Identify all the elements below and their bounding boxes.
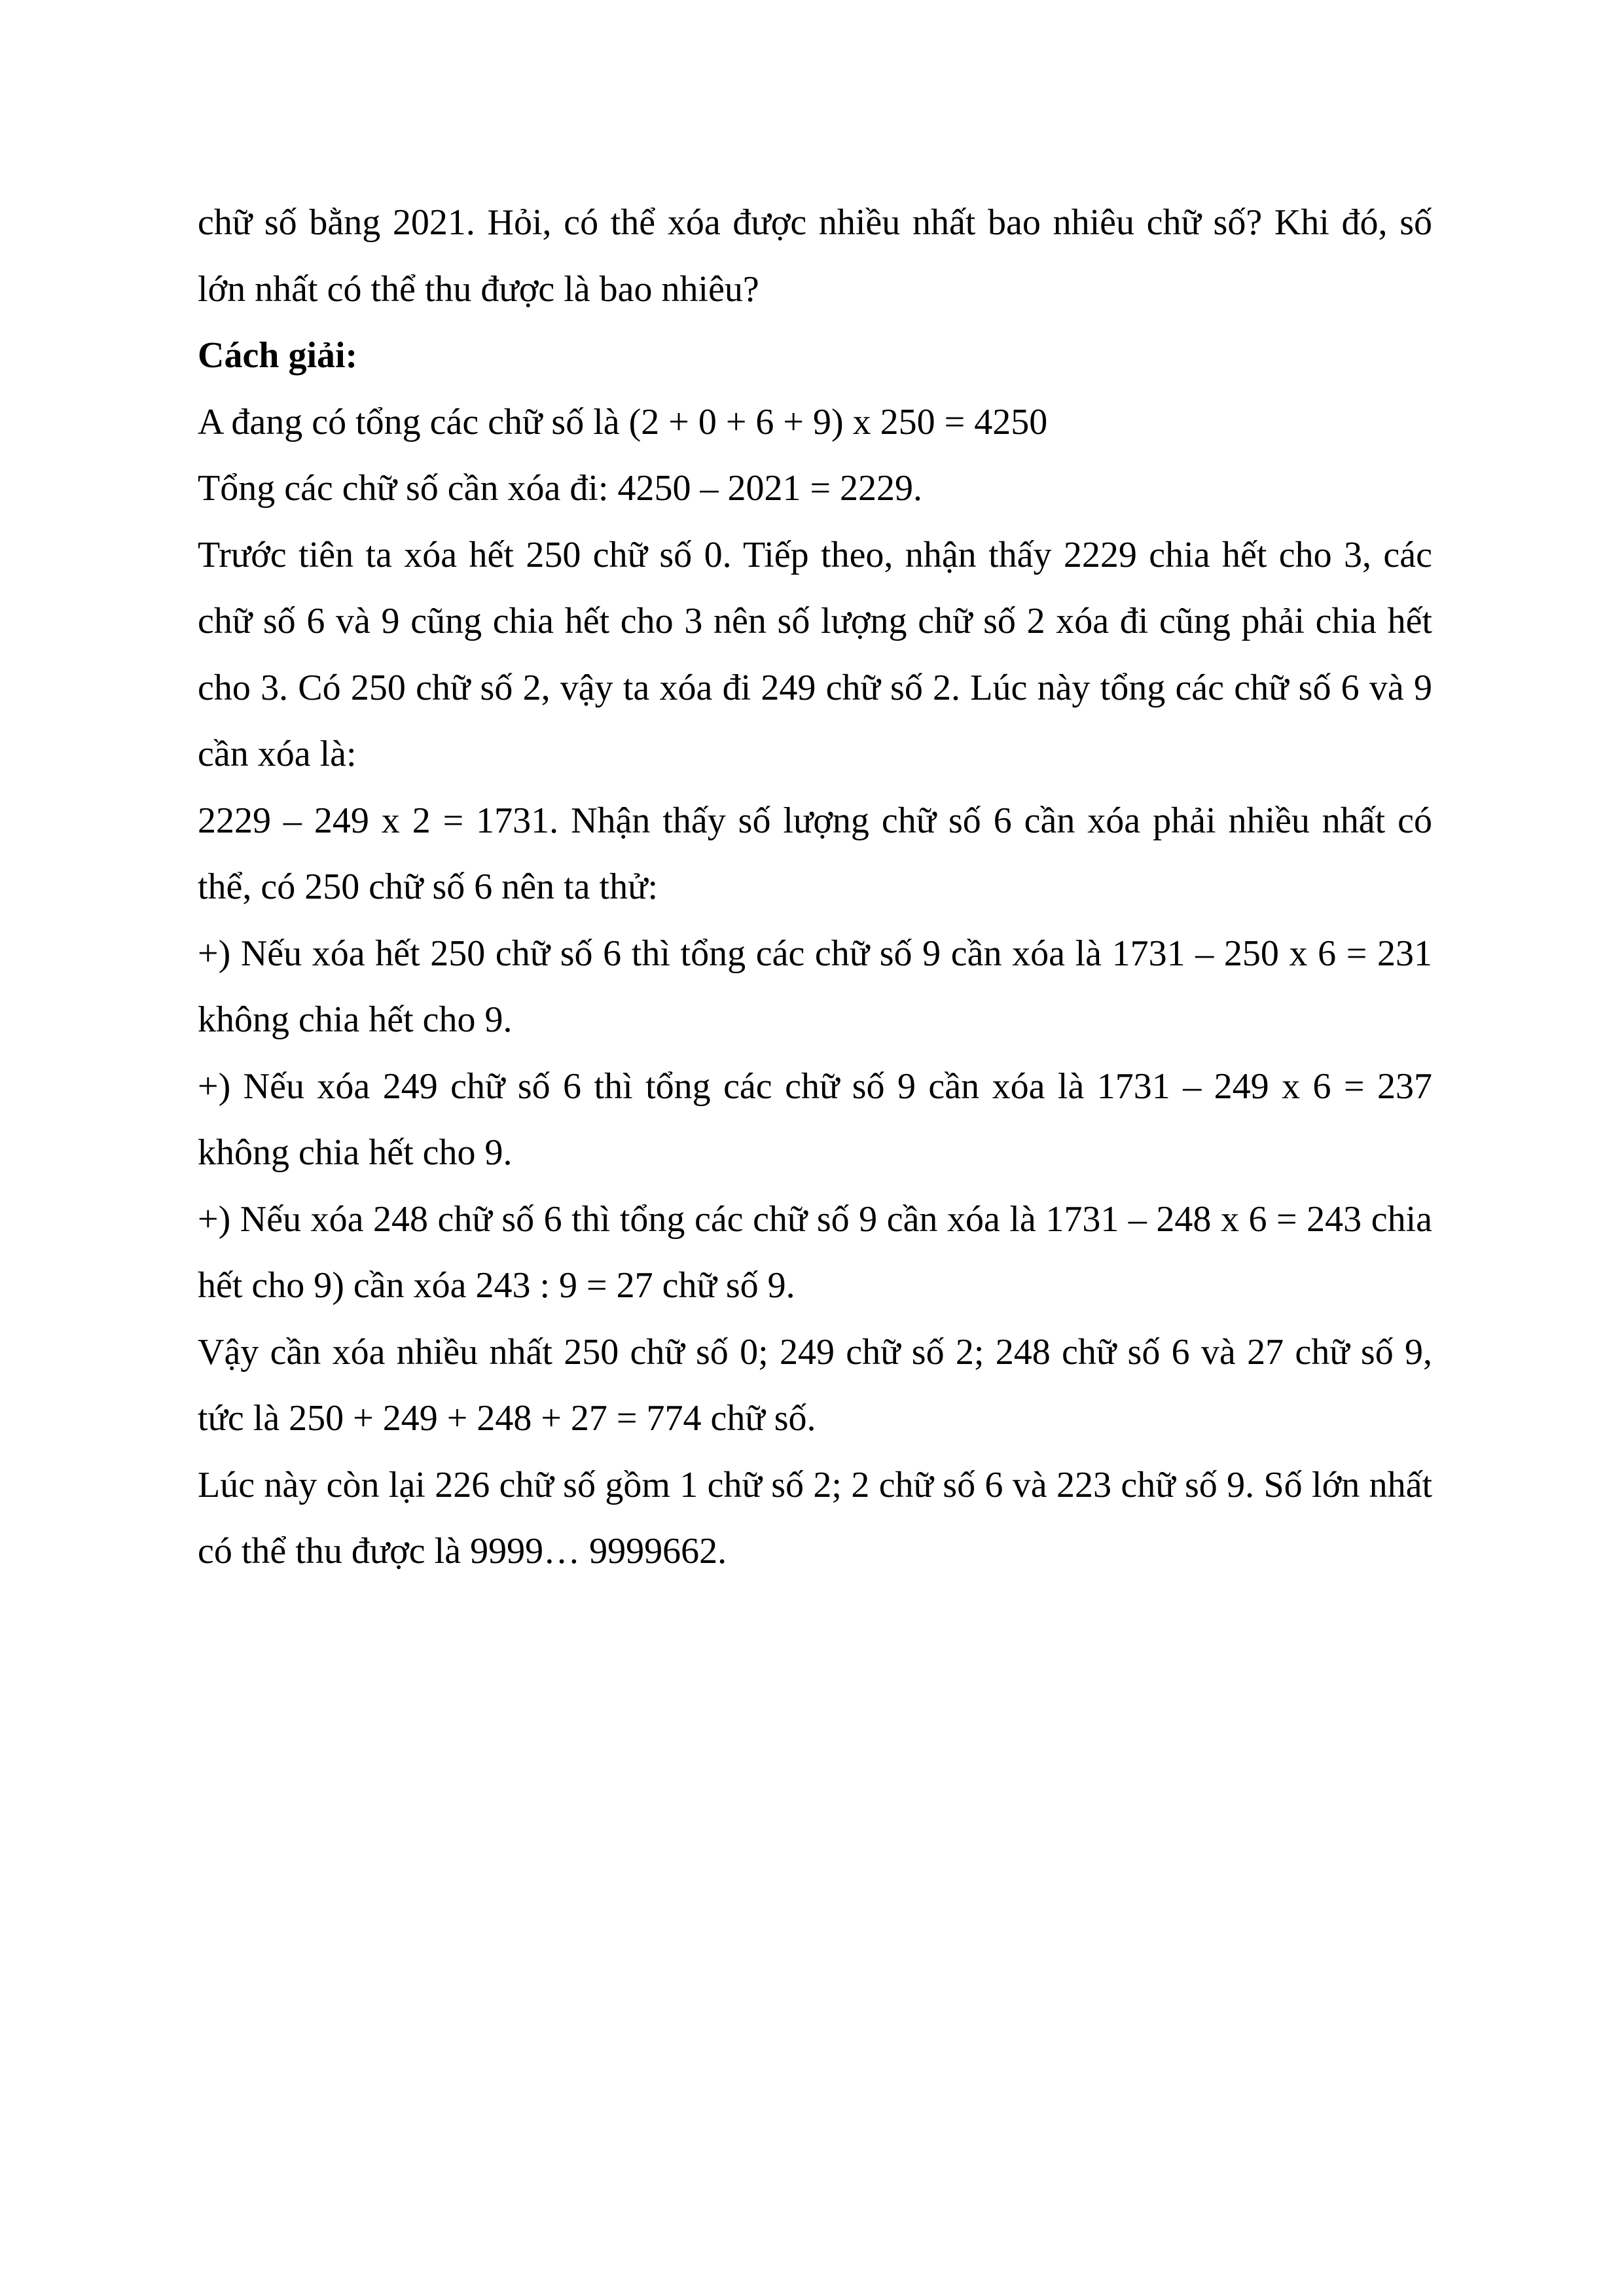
paragraph-case-one: +) Nếu xóa hết 250 chữ số 6 thì tổng các chữ số 9 cần xóa là 1731 – 250 x 6 = 231 không chia hết cho 9. [198,933,1432,1040]
paragraph-remove-total: Tổng các chữ số cần xóa đi: 4250 – 2021 = 2229. [198,468,923,509]
paragraph-conclusion: Vậy cần xóa nhiều nhất 250 chữ số 0; 249 chữ số 2; 248 chữ số 6 và 27 chữ số 9, tức là 250 + 249 + 248 + 27 = 774 chữ số. [198,1331,1432,1439]
document-body [198,190,1432,1585]
paragraph-step-two: 2229 – 249 x 2 = 1731. Nhận thấy số lượng chữ số 6 cần xóa phải nhiều nhất có thể, có 250 chữ số 6 nên ta thử: [198,800,1432,907]
paragraph-case-two: +) Nếu xóa 249 chữ số 6 thì tổng các chữ số 9 cần xóa là 1731 – 249 x 6 = 237 không chia hết cho 9. [198,1066,1432,1173]
paragraph-result: Lúc này còn lại 226 chữ số gồm 1 chữ số 2; 2 chữ số 6 và 223 chữ số 9. Số lớn nhất có thể thu được là 9999… 9999662. [198,1464,1432,1571]
paragraph-step-one: Trước tiên ta xóa hết 250 chữ số 0. Tiếp theo, nhận thấy 2229 chia hết cho 3, các chữ số 6 và 9 cũng chia hết cho 3 nên số lượng chữ số 2 xóa đi cũng phải chia hết cho 3. Có 250 chữ số 2, vậy ta xóa đi 249 chữ số 2. Lúc này tổng các chữ số 6 và 9 cần xóa là: [198,534,1432,774]
paragraph-case-three: +) Nếu xóa 248 chữ số 6 thì tổng các chữ số 9 cần xóa là 1731 – 248 x 6 = 243 chia hết cho 9) cần xóa 243 : 9 = 27 chữ số 9. [198,1198,1432,1306]
solution-heading: Cách giải: [198,335,358,376]
paragraph-intro: chữ số bằng 2021. Hỏi, có thể xóa được nhiều nhất bao nhiêu chữ số? Khi đó, số lớn nhất có thể thu được là bao nhiêu? [198,202,1432,310]
paragraph-digit-sum: A đang có tổng các chữ số là (2 + 0 + 6 + 9) x 250 = 4250 [198,401,1048,442]
